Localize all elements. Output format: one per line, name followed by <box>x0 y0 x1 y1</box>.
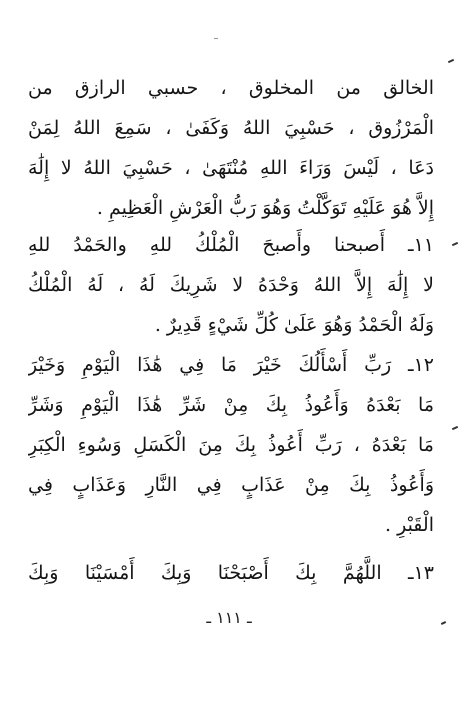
paragraph-13 <box>28 553 434 593</box>
paragraph-11 <box>28 225 434 345</box>
text-line: مَا بَعْدَهُ ، رَبِّ أَعُوذُ بِكَ مِنَ الْكَسَلِ وَسُوءِ الْكِبَرِ <box>28 434 434 456</box>
text-line: وَأَعُوذُ بِكَ مِنْ عَذَابٍ فِي النَّارِ وَعَذَابٍ فِي <box>28 474 434 496</box>
scan-mark <box>452 426 458 430</box>
scan-mark <box>448 59 454 63</box>
text-line: لا إِلَٰهَ إِلاَّ اللهُ وَحْدَهُ لا شَرِيكَ لَهُ ، لَهُ الْمُلْكُ <box>28 274 434 296</box>
paragraph-continuation <box>28 68 434 228</box>
text-line: وَلَهُ الْحَمْدُ وَهُوَ عَلَىٰ كُلِّ شَيْءٍ قَدِيرٌ . <box>154 314 434 336</box>
page-number: ـ ١١١ ـ <box>206 608 252 627</box>
text-line: الْقَبْرِ . <box>385 514 434 536</box>
text-line: الْمَرْزُوق ، حَسْبِيَ اللهُ وَكَفَىٰ ، سَمِعَ اللهُ لِمَنْ <box>28 117 434 139</box>
text-line: الخالق من المخلوق ، حسبي الرازق من <box>28 77 434 99</box>
text-line: ١٣ـ اللَّهُمَّ بِكَ أَصْبَحْنَا وَبِكَ أَمْسَيْنَا وَبِكَ <box>28 562 434 584</box>
scan-mark <box>214 38 218 39</box>
paragraph-12 <box>28 345 434 545</box>
text-line: إِلاَّ هُوَ عَلَيْهِ تَوَكَّلْتُ وَهُوَ رَبُّ الْعَرْشِ الْعَظِيمِ . <box>96 197 434 219</box>
text-line: دَعَا ، لَيْسَ وَرَاءَ اللهِ مُنْتَهَىٰ ، حَسْبِيَ اللهُ لا إِلَٰهَ <box>28 157 434 179</box>
text-line: ١١ـ أَصبحنا وأَصبحَ الْمُلْكُ للهِ والحَمْدُ للهِ <box>28 234 434 256</box>
scan-mark <box>452 242 458 246</box>
text-line: ١٢ـ رَبِّ أَسْأَلُكَ خَيْرَ مَا فِي هَٰذَا الْيَوْمِ وَخَيْرَ <box>28 354 434 376</box>
text-line: مَا بَعْدَهُ وَأَعُوذُ بِكَ مِنْ شَرِّ هَٰذَا الْيَوْمِ وَشَرِّ <box>28 394 434 416</box>
